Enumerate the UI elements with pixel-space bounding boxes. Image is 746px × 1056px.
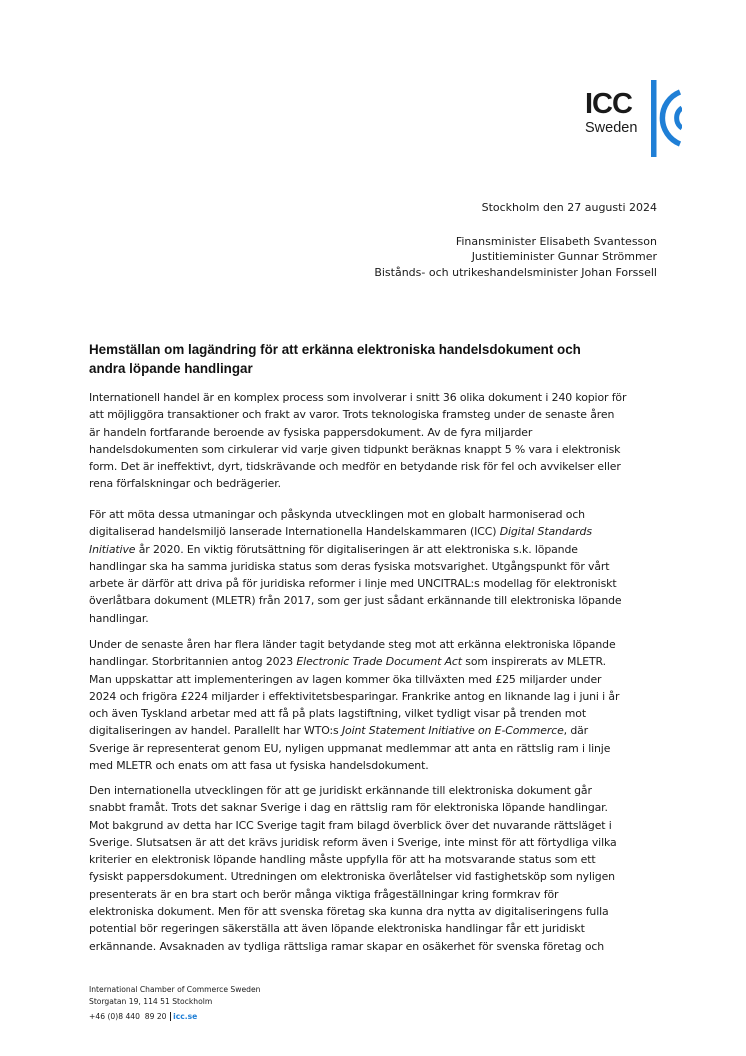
act-name-italic: Electronic Trade Document Act <box>296 655 462 669</box>
date-location-line: Stockholm den 27 augusti 2024 <box>481 201 657 214</box>
text-line: och även Tyskland arbetar med att få på plats lagstiftning, vilket tydligt visar på trenden mot <box>89 707 586 721</box>
footer-org-name: International Chamber of Commerce Sweden <box>89 985 261 994</box>
recipients-block <box>374 234 657 280</box>
text-line <box>89 722 661 739</box>
footer-contact-row <box>89 1011 260 1023</box>
text-line <box>89 653 661 670</box>
text-run: digitaliseringen av handel. Parallellt har WTO:s <box>89 724 342 738</box>
text-line: Sverige. Slutsatsen är att det krävs juridisk reform även i Sverige, inte minst för att förtydliga vilka <box>89 835 617 849</box>
footer-phone: +46 (0)8 440 89 20 <box>89 1012 167 1022</box>
text-line <box>89 541 661 558</box>
icc-sweden-logo <box>582 78 682 160</box>
text-run: , där <box>563 724 589 738</box>
document-title <box>89 341 659 378</box>
footer-website-link[interactable]: icc.se <box>173 1012 198 1022</box>
text-run: digitaliserad handelsmiljö lanserade Internationella Handelskammaren (ICC) <box>89 525 500 539</box>
text-run: som inspirerats av MLETR. <box>461 655 606 669</box>
icc-signal-mark-icon <box>650 78 682 158</box>
text-line: Man uppskattar att implementeringen av lagen kommer öka tillväxten med £25 miljarder under <box>89 672 602 686</box>
text-line: att möjliggöra transaktioner och frakt av varor. Trots teknologiska framsteg under de senaste åren <box>89 408 615 422</box>
text-line: 2024 och frigöra £224 miljarder i effektivitetsbesparingar. Frankrike antog en liknande lag i juni i år <box>89 689 620 703</box>
paragraph-4 <box>89 782 661 955</box>
page-footer <box>89 984 260 1023</box>
text-line: För att möta dessa utmaningar och påskynda utvecklingen mot en globalt harmoniserad och <box>89 508 585 521</box>
text-run: år 2020. En viktig förutsättning för digitaliseringen är att elektroniska s.k. löpande <box>135 542 578 556</box>
recipient: Justitieminister Gunnar Strömmer <box>471 250 657 264</box>
paragraph-3 <box>89 636 661 774</box>
title-line: andra löpande handlingar <box>89 360 253 376</box>
initiative-name-italic: Digital Standards <box>499 525 592 539</box>
recipient: Bistånds- och utrikeshandelsminister Johan Forssell <box>374 265 657 279</box>
text-line: med MLETR och enats om att fasa ut fysiska handelsdokument. <box>89 759 429 773</box>
footer-separator <box>170 1012 172 1021</box>
text-line: potential bör regeringen säkerställa att även löpande elektroniska handlingar får ett juridiskt <box>89 922 585 936</box>
text-line: rena förfalskningar och bedrägerier. <box>89 477 281 491</box>
text-line: handlingar ska ha samma juridiska status som deras fysiska motsvarighet. Utgångspunkt för vårt <box>89 559 610 573</box>
text-line <box>89 523 661 540</box>
text-line: form. Det är ineffektivt, dyrt, tidskrävande och medför en betydande risk för fel och avvikelser eller <box>89 460 621 474</box>
text-line: Internationell handel är en komplex process som involverar i snitt 36 olika dokument i 240 kopior för <box>89 391 627 404</box>
title-line: Hemställan om lagändring för att erkänna elektroniska handelsdokument och <box>89 342 581 357</box>
text-line: snabbt framåt. Trots det saknar Sverige i dag en rättslig ram för elektroniska löpande handlingar. <box>89 801 608 815</box>
logo-subtitle: Sweden <box>585 120 638 136</box>
text-line: Den internationella utvecklingen för att ge juridiskt erkännande till elektroniska dokument går <box>89 784 592 797</box>
paragraph-1 <box>89 389 661 493</box>
text-line: kriterier en elektronisk löpande handling måste uppfylla för att ha motsvarande status som ett <box>89 853 596 867</box>
logo-wordmark: ICC <box>585 88 632 120</box>
initiative-name-italic: Initiative <box>89 542 136 556</box>
text-line: handlingar. <box>89 611 149 625</box>
text-line: erkännande. Avsaknaden av tydliga rättsliga ramar skapar en osäkerhet för svenska företag och <box>89 939 605 953</box>
paragraph-2 <box>89 506 661 627</box>
recipient: Finansminister Elisabeth Svantesson <box>455 235 657 248</box>
text-line: fysiskt pappersdokument. Utredningen om elektroniska överlåtelser vid fastighetsköp som nyligen <box>89 870 615 884</box>
initiative-name-italic: Joint Statement Initiative on E-Commerce <box>341 724 564 738</box>
text-line: överlåtbara dokument (MLETR) från 2017, som ger just sådant erkännande till elektroniska löpande <box>89 594 622 608</box>
text-run: handlingar. Storbritannien antog 2023 <box>89 655 297 669</box>
text-line: handelsdokumenten som cirkulerar vid varje given tidpunkt beräknas knappt 5 % vara i elektronisk <box>89 442 621 456</box>
text-line: arbete är därför att driva på för juridiska reformer i linje med UNCITRAL:s modellag för elektroniskt <box>89 577 617 591</box>
text-line: Mot bakgrund av detta har ICC Sverige tagit fram bilagd överblick över det nuvarande rättsläget i <box>89 818 612 832</box>
text-line: Sverige är representerat genom EU, nyligen uppmanat medlemmar att anta en rättslig ram i linje <box>89 741 611 755</box>
text-line: Under de senaste åren har flera länder tagit betydande steg mot att erkänna elektroniska löpande <box>89 638 616 651</box>
text-line: elektroniska dokument. Men för att svenska företag ska kunna dra nytta av digitaliseringens fulla <box>89 905 609 919</box>
footer-address: Storgatan 19, 114 51 Stockholm <box>89 996 213 1006</box>
text-line: är handeln fortfarande beroende av fysiska pappersdokument. Av de fyra miljarder <box>89 425 533 439</box>
text-line: presenterats är en bra start och berör många viktiga frågeställningar kring formkrav för <box>89 887 559 901</box>
